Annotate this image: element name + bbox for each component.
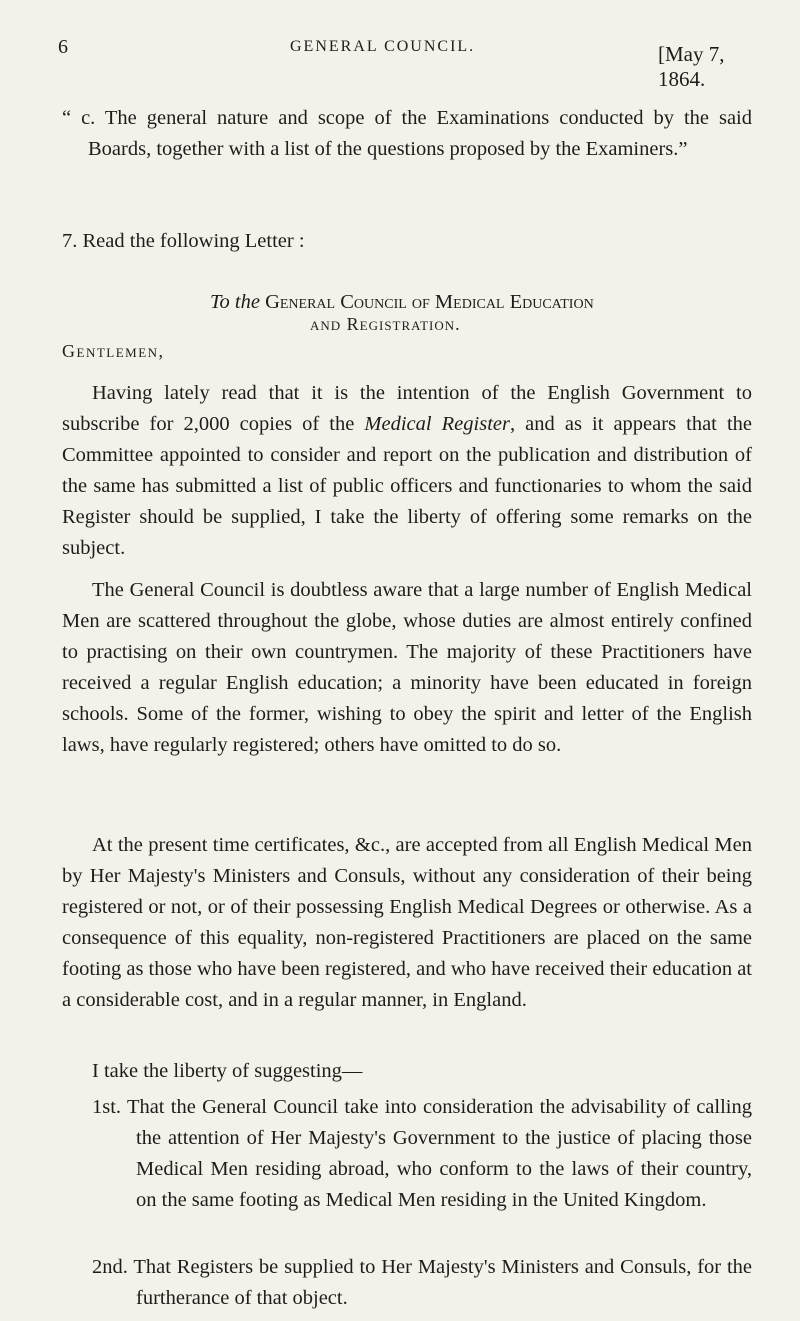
letter-para-1 bbox=[62, 378, 752, 564]
letter-salutation: Gentlemen, bbox=[62, 341, 165, 361]
header-date: [May 7, 1864. bbox=[658, 42, 725, 91]
letter-para-3 bbox=[62, 830, 752, 1016]
para-1-part-a: Having lately read that it is the intention of the English Government to subscribe for 2,000 copies of the bbox=[62, 382, 752, 435]
letter-addressee bbox=[210, 291, 594, 314]
addressee-line1: General Council of Medical Education bbox=[265, 291, 594, 313]
medical-register-title: Medical Register bbox=[364, 413, 510, 435]
letter-para-4 bbox=[62, 1056, 752, 1087]
item-7-block bbox=[62, 226, 752, 257]
para-1-part-b: , and as it appears that the Committee appointed to consider and report on the publication and distribution of the same has submitted a list of public officers and functionaries to whom the said Register should be supplied, I take the liberty of offering some remarks on the subject. bbox=[62, 413, 753, 559]
suggestion-2-block bbox=[92, 1252, 752, 1314]
para-4-text: I take the liberty of suggesting— bbox=[92, 1060, 363, 1082]
addressee-to: To the bbox=[210, 291, 260, 313]
para-3-text: At the present time certificates, &c., are accepted from all English Medical Men by Her Majesty's Ministers and Consuls, without any consideration of their being registered or not, or of their possessing English Medical Degrees or otherwise. As a consequence of this equality, non-registered Practitioners are placed on the same footing as those who have been registered, and who have received their education at a considerable cost, and in a regular manner, in England. bbox=[62, 834, 752, 1011]
page-number: 6 bbox=[58, 36, 68, 58]
letter-para-2 bbox=[62, 575, 752, 761]
para-1-text bbox=[62, 378, 752, 564]
item-c-text: “ c. The general nature and scope of the Examinations conducted by the said Boards, together with a list of the questions proposed by the Examiners.” bbox=[62, 107, 752, 160]
page-header bbox=[58, 28, 758, 91]
running-title: GENERAL COUNCIL. bbox=[290, 38, 476, 55]
item-7-heading: 7. Read the following Letter : bbox=[62, 230, 305, 252]
suggestion-1-text: 1st. That the General Council take into consideration the advisability of calling the attention of Her Majesty's Government to the justice of placing those Medical Men residing abroad, who conform to the laws of their country, on the same footing as Medical Men residing in the United Kingdom. bbox=[92, 1096, 752, 1211]
suggestion-1-block bbox=[92, 1092, 752, 1216]
para-2-text: The General Council is doubtless aware that a large number of English Medical Men are scattered throughout the globe, whose duties are almost entirely confined to practising on their own countrymen. The majority of these Practitioners have received a regular English education; a minority have been educated in foreign schools. Some of the former, wishing to obey the spirit and letter of the English laws, have regularly registered; others have omitted to do so. bbox=[62, 579, 752, 756]
suggestion-2-text: 2nd. That Registers be supplied to Her Majesty's Ministers and Consuls, for the furtherance of that object. bbox=[92, 1256, 752, 1309]
addressee-line2: and Registration. bbox=[310, 314, 461, 334]
item-c-block bbox=[62, 103, 752, 165]
